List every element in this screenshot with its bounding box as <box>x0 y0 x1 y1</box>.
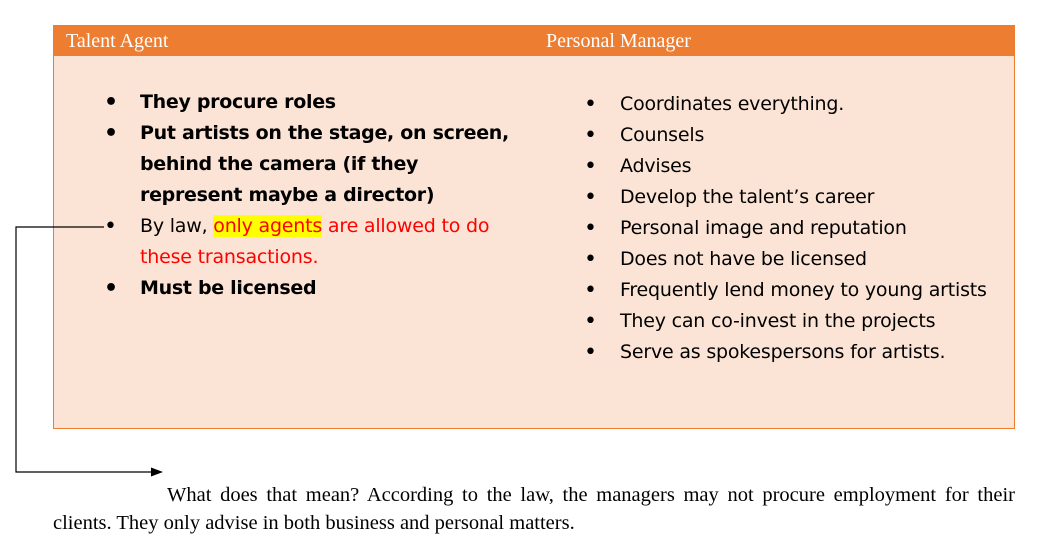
list-item: • Serve as spokespersons for artists. <box>570 337 990 368</box>
list-item: • Develop the talent’s career <box>570 182 990 213</box>
personal-manager-list <box>570 89 990 368</box>
list-item: • Coordinates everything. <box>570 89 990 120</box>
header-personal-manager: Personal Manager <box>546 30 691 52</box>
list-item: • Counsels <box>570 120 990 151</box>
list-item: • Must be licensed <box>90 273 510 304</box>
header-talent-agent: Talent Agent <box>66 30 169 52</box>
talent-agent-list <box>90 87 510 304</box>
table-header <box>54 26 1014 56</box>
list-item: • Put artists on the stage, on screen, behind the camera (if they represent maybe a director) <box>90 118 510 211</box>
list-item: • By law, only agents are allowed to do these transactions. <box>90 211 510 273</box>
list-item: • They can co-invest in the projects <box>570 306 990 337</box>
comparison-table <box>53 25 1015 429</box>
list-item: • Personal image and reputation <box>570 213 990 244</box>
list-item: • Advises <box>570 151 990 182</box>
red-text: are allowed to do these transactions. <box>140 215 490 268</box>
highlighted-text: only agents <box>213 215 323 237</box>
list-item: • Does not have be licensed <box>570 244 990 275</box>
explanation-note: What does that mean? According to the law, the managers may not procure employment for their clients. They only advise in both business and personal matters. <box>53 483 1015 534</box>
list-item: • They procure roles <box>90 87 510 118</box>
list-item: • Frequently lend money to young artists <box>570 275 990 306</box>
